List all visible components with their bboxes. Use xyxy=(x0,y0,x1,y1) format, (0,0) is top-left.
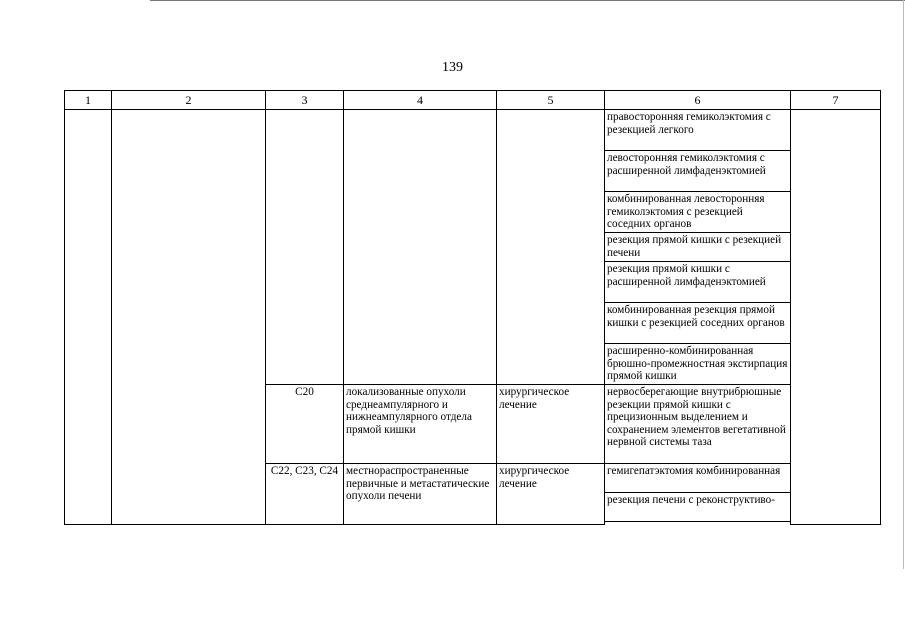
method-cell: расширенно-комбинированная брюшно-промежностная экстирпация прямой кишки xyxy=(605,344,791,385)
scan-edge-top xyxy=(150,0,905,1)
header-col-1: 1 xyxy=(65,91,112,110)
method-cell: гемигепатэктомия комбинированная xyxy=(605,464,791,493)
col7-cell xyxy=(791,110,881,525)
header-col-7: 7 xyxy=(791,91,881,110)
model-cell-continued xyxy=(344,110,497,385)
code-cell: С20 xyxy=(266,385,344,464)
treatment-cell-continued xyxy=(497,110,605,385)
method-cell: правосторонняя гемиколэктомия с резекцией легкого xyxy=(605,110,791,151)
method-cell: левосторонняя гемиколэктомия с расширенной лимфаденэктомией xyxy=(605,151,791,192)
method-cell: резекция прямой кишки с резекцией печени xyxy=(605,233,791,262)
header-col-3: 3 xyxy=(266,91,344,110)
scan-edge-right xyxy=(903,0,904,640)
method-cell: нервосберегающие внутрибрюшные резекции прямой кишки с прецизионным выделением и сохранением элементов вегетативной нервной системы таза xyxy=(605,385,791,464)
col1-cell xyxy=(65,110,112,525)
page-bottom-margin xyxy=(0,569,905,640)
method-cell: комбинированная левосторонняя гемиколэктомия с резекцией соседних органов xyxy=(605,192,791,233)
page-number: 139 xyxy=(442,60,463,75)
table-row xyxy=(65,110,881,151)
spacer-cell xyxy=(605,522,791,525)
header-col-5: 5 xyxy=(497,91,605,110)
model-cell: местнораспространенные первичные и метастатические опухоли печени xyxy=(344,464,497,525)
header-row xyxy=(65,91,881,110)
header-col-6: 6 xyxy=(605,91,791,110)
col2-cell xyxy=(112,110,266,525)
treatment-cell: хирургическое лечение xyxy=(497,385,605,464)
model-cell: локализованные опухоли среднеампулярного и нижнеампулярного отдела прямой кишки xyxy=(344,385,497,464)
header-col-2: 2 xyxy=(112,91,266,110)
method-cell: комбинированная резекция прямой кишки с резекцией соседних органов xyxy=(605,303,791,344)
code-cell: С22, С23, С24 xyxy=(266,464,344,525)
code-cell-continued xyxy=(266,110,344,385)
method-cell: резекция печени с реконструктиво- xyxy=(605,493,791,522)
medical-care-table xyxy=(64,90,881,525)
treatment-cell: хирургическое лечение xyxy=(497,464,605,525)
header-col-4: 4 xyxy=(344,91,497,110)
method-cell: резекция прямой кишки с расширенной лимфаденэктомией xyxy=(605,262,791,303)
